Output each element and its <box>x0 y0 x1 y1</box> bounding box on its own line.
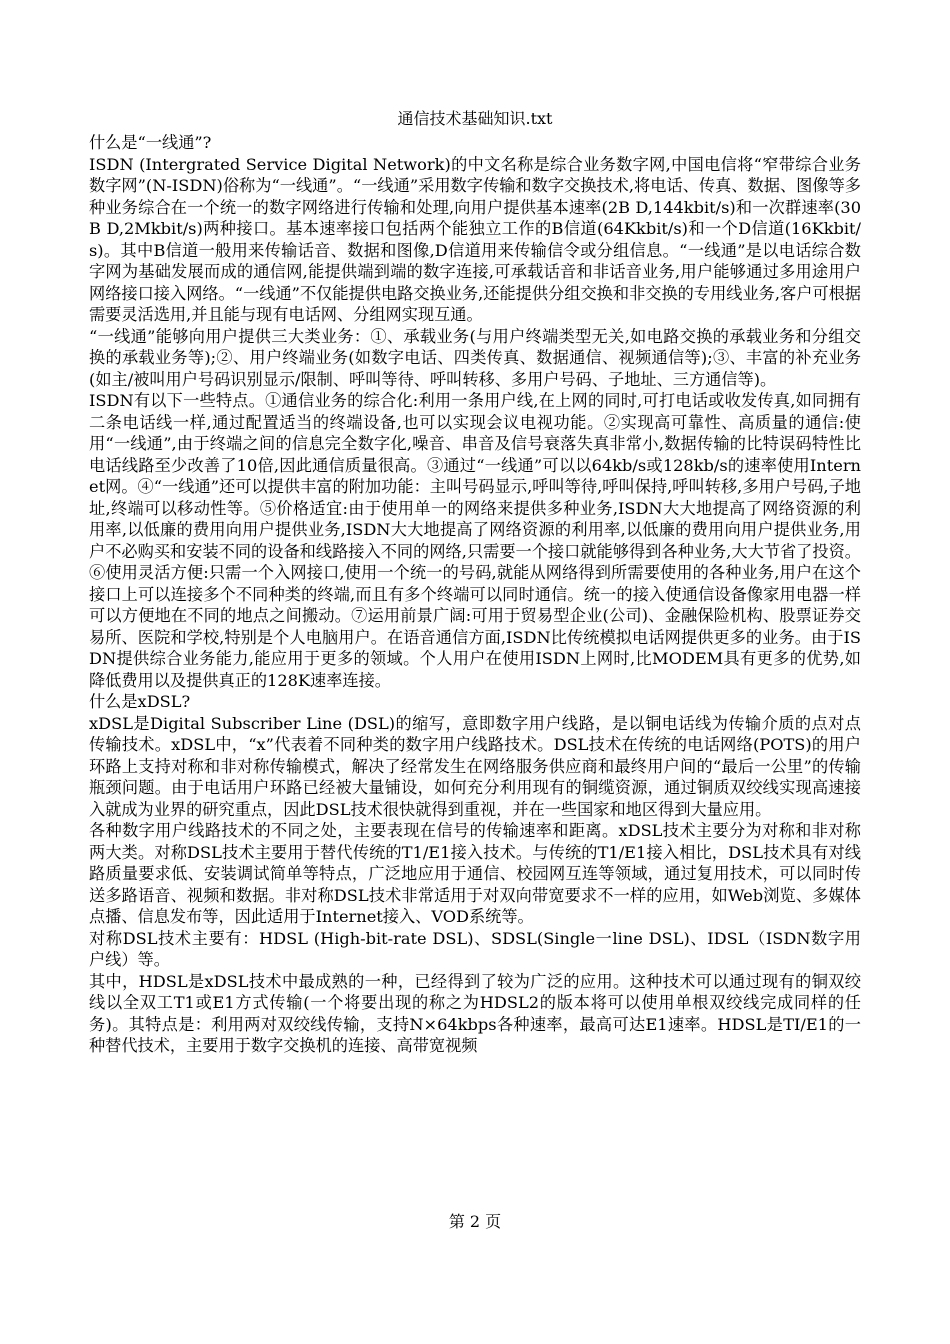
paragraph-heading-xdsl: 什么是xDSL? <box>89 692 191 711</box>
paragraph: ISDN有以下一些特点。①通信业务的综合化:利用一条用户线,在上网的同时,可打电话或收发传真,如同拥有二条电话线一样,通过配置适当的终端设备,也可以实现会议电视功能。②实现高可靠性、高质量的通信:使用“一线通”,由于终端之间的信息完全数字化,噪音、串音及信号衰落失真非常小,数据传输的比特误码特性比电话线路至少改善了10倍,因此通信质量很高。③通过“一线通”可以以64kb/s或128kb/s的速率使用Internet网。④“一线通”还可以提供丰富的附加功能：主叫号码显示,呼叫等待,呼叫保持,呼叫转移,多用户号码,子地址,终端可以移动性等。⑤价格适宜:由于使用单一的网络来提供多种业务,ISDN大大地提高了网络资源的利用率,以低廉的费用向用户提供业务,ISDN大大地提高了网络资源的利用率,以低廉的费用向用户提供业务,用户不必购买和安装不同的设备和线路接入不同的网络,只需要一个接口就能够得到各种业务,大大节省了投资。⑥使用灵活方便:只需一个入网接口,使用一个统一的号码,就能从网络得到所需要使用的各种业务,用户在这个接口上可以连接多个不同种类的终端,而且有多个终端可以同时通信。统一的接入使通信设备像家用电器一样可以方便地在不同的地点之间搬动。⑦运用前景广阔:可用于贸易型企业(公司)、金融保险机构、股票证券交易所、医院和学校,特别是个人电脑用户。在语音通信方面,ISDN比传统模拟电话网提供更多的业务。由于ISDN提供综合业务能力,能应用于更多的领域。个人用户在使用ISDN上网时,比MODEM具有更多的优势,如降低费用以及提供真正的128K速率连接。 <box>89 391 861 690</box>
document-title: 通信技术基础知识.txt <box>397 109 553 128</box>
paragraph: xDSL是Digital Subscriber Line (DSL)的缩写，意即数字用户线路，是以铜电话线为传输介质的点对点传输技术。xDSL中，“x”代表着不同种类的数字用户线路技术。DSL技术在传统的电话网络(POTS)的用户环路上支持对称和非对称传输模式，解决了经常发生在网络服务供应商和最终用户间的“最后一公里”的传输瓶颈问题。由于电话用户环路已经被大量铺设，如何充分利用现有的铜缆资源，通过铜质双绞线实现高速接入就成为业界的研究重点，因此DSL技术很快就得到重视，并在一些国家和地区得到大量应用。 <box>89 713 861 819</box>
document-body <box>89 132 861 1057</box>
page-number: 第 2 页 <box>448 1212 502 1231</box>
paragraph: 对称DSL技术主要有：HDSL (High-bit-rate DSL)、SDSL(Single一line DSL)、IDSL（ISDN数字用户线）等。 <box>89 928 861 969</box>
paragraph: ISDN (Intergrated Service Digital Network)的中文名称是综合业务数字网,中国电信将“窄带综合业务数字网”(N-ISDN)俗称为“一线通”。“一线通”采用数字传输和数字交换技术,将电话、传真、数据、图像等多种业务综合在一个统一的数字网络进行传输和处理,向用户提供基本速率(2B D,144kbit/s)和一次群速率(30B D,2Mkbit/s)两种接口。基本速率接口包括两个能独立工作的B信道(64Kkbit/s)和一个D信道(16Kkbit/s)。其中B信道一般用来传输话音、数据和图像,D信道用来传输信令或分组信息。“一线通”是以电话综合数字网为基础发展而成的通信网,能提供端到端的数字连接,可承载话音和非话音业务,用户能够通过多用途用户网络接口接入网络。“一线通”不仅能提供电路交换业务,还能提供分组交换和非交换的专用线业务,客户可根据需要灵活选用,并且能与现有电话网、分组网实现互通。 <box>89 154 861 324</box>
paragraph: “一线通”能够向用户提供三大类业务：①、承载业务(与用户终端类型无关,如电路交换的承载业务和分组交换的承载业务等);②、用户终端业务(如数字电话、四类传真、数据通信、视频通信等);③、丰富的补充业务(如主/被叫用户号码识别显示/限制、呼叫等待、呼叫转移、多用户号码、子地址、三方通信等)。 <box>89 326 861 389</box>
paragraph-heading-isdn: 什么是“一线通”? <box>89 133 212 152</box>
paragraph: 各种数字用户线路技术的不同之处，主要表现在信号的传输速率和距离。xDSL技术主要分为对称和非对称两大类。对称DSL技术主要用于替代传统的T1/E1接入技术。与传统的T1/E1接入相比，DSL技术具有对线路质量要求低、安装调试简单等特点，广泛地应用于通信、校园网互连等领域，通过复用技术，可以同时传送多路语音、视频和数据。非对称DSL技术非常适用于对双向带宽要求不一样的应用，如Web浏览、多媒体点播、信息发布等，因此适用于Internet接入、VOD系统等。 <box>89 821 861 926</box>
paragraph: 其中，HDSL是xDSL技术中最成熟的一种，已经得到了较为广泛的应用。这种技术可以通过现有的铜双绞线以全双工T1或E1方式传输(一个将要出现的称之为HDSL2的版本将可以使用单根双绞线完成同样的任务)。其特点是：利用两对双绞线传输，支持N×64kbps各种速率，最高可达E1速率。HDSL是TI/E1的一种替代技术，主要用于数字交换机的连接、高带宽视频 <box>89 971 861 1055</box>
